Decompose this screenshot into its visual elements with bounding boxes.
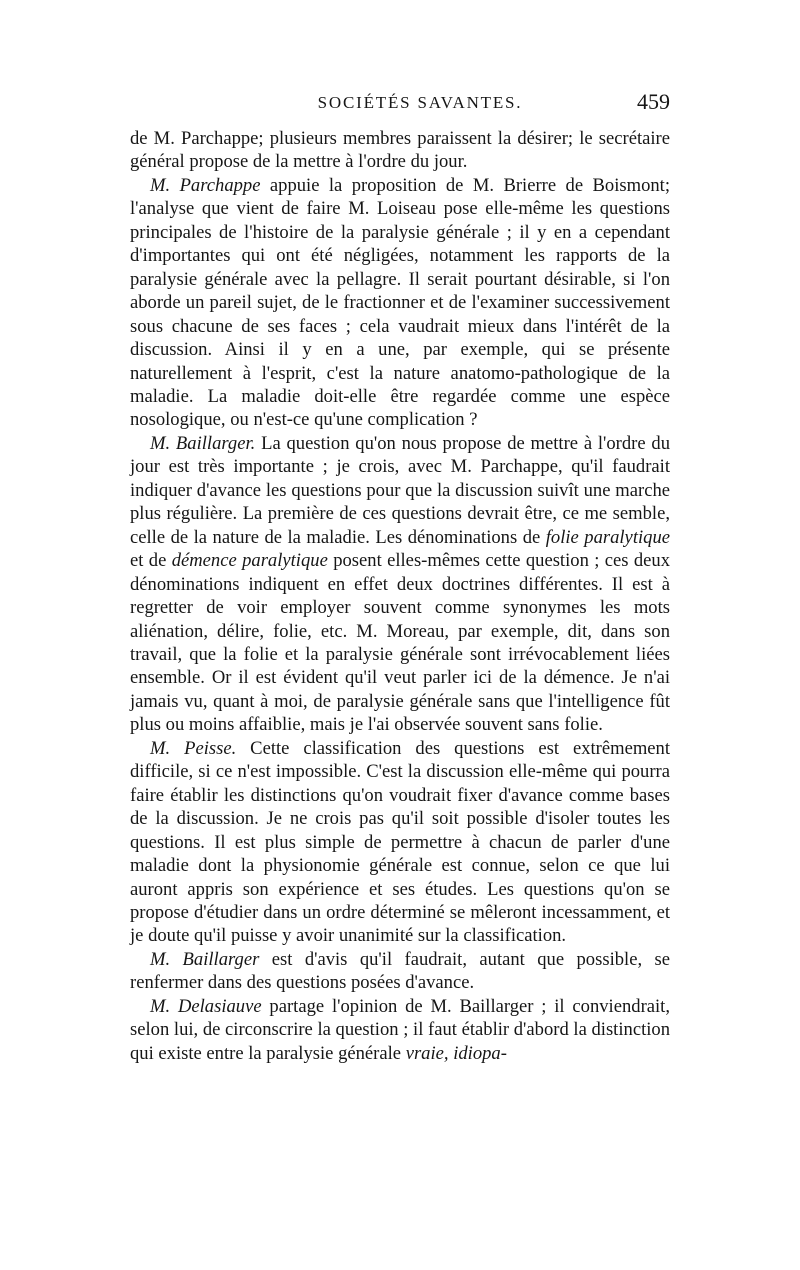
paragraph-text: partage l'opinion de M. Baillarger ; il conviendrait, selon lui, de circonscrire la question ; il faut établir d'abord la distinction qui existe entre la paralysie générale	[130, 995, 670, 1064]
paragraph-text: posent elles-mêmes cette question ; ces deux dénominations indiquent en effet deux doctrines différentes. Il est à regretter de voir employer souvent comme synonymes les mots aliénation, délire, folie, etc. M. Moreau, par exemple, dit, dans son travail, que la folie et la paralysie générale sont irrévocablement liées ensemble. Or il est évident qu'il veut parler ici de la démence. Je n'ai jamais vu, quant à moi, de paralysie générale sans que l'intelligence fût plus ou moins affaiblie, mais je l'ai observée souvent sans folie.	[130, 550, 671, 736]
paragraph-text: et de	[130, 550, 172, 572]
page-header	[130, 89, 670, 123]
speaker-name: M. Baillarger.	[150, 432, 256, 454]
paragraph-baillarger	[130, 432, 670, 737]
paragraph-delasiauve	[130, 995, 670, 1065]
speaker-name: M. Delasiauve	[150, 995, 262, 1017]
italic-term: folie paralytique	[545, 526, 670, 548]
paragraph-continuation	[130, 127, 670, 174]
italic-term: démence paralytique	[171, 550, 328, 572]
paragraph-text: est d'avis qu'il faudrait, autant que possible, se renfermer dans des questions posées d'avance.	[130, 948, 670, 994]
speaker-name: M. Baillarger	[150, 948, 260, 970]
paragraph-text: de M. Parchappe; plusieurs membres paraissent la désirer; le secrétaire général propose de la mettre à l'ordre du jour.	[130, 128, 670, 173]
speaker-name: M. Parchappe	[150, 174, 261, 196]
body-text	[130, 127, 670, 1065]
paragraph-text: La question qu'on nous propose de mettre à l'ordre du jour est très importante ; je crois, avec M. Parchappe, qu'il faudrait indiquer d'avance les questions pour que la discussion suivît une marche plus régulière. La première de ces questions devrait être, ce me semble, celle de la nature de la maladie. Les dénominations de	[130, 432, 670, 548]
paragraph-text: appuie la proposition de M. Brierre de Boismont; l'analyse que vient de faire M. Loiseau pose elle-même les questions principales de l'histoire de la paralysie générale ; il y en a cependant d'importantes qui ont été négligées, notamment les rapports de la paralysie générale avec la pellagre. Il serait pourtant désirable, si l'on aborde un pareil sujet, de le fractionner et de l'examiner successivement sous chacune de ses faces ; cela vaudrait mieux dans l'intérêt de la discussion. Ainsi il y en a une, par exemple, qui se présente naturellement à l'esprit, c'est la nature anatomo-pathologique de la maladie. La maladie doit-elle être regardée comme une espèce nosologique, ou n'est-ce qu'une complication ?	[130, 174, 670, 431]
paragraph-baillarger-2	[130, 948, 670, 995]
paragraph-parchappe	[130, 174, 670, 432]
running-title: SOCIÉTÉS SAVANTES.	[317, 93, 523, 112]
paragraph-peisse	[130, 737, 670, 948]
italic-term: vraie, idiopa-	[405, 1042, 507, 1064]
paragraph-text: Cette classification des questions est extrêmement difficile, si ce n'est impossible. C'est la discussion elle-même qui pourra faire établir les distinctions qu'on voudrait fixer d'avance comme bases de la discussion. Je ne crois pas qu'il soit possible d'isoler toutes les questions. Il est plus simple de permettre à chacun de parler d'une maladie dont la physionomie générale est connue, selon ce que lui auront appris son expérience et ses études. Les questions qu'on se propose d'étudier dans un ordre déterminé se mêleront incessamment, et je doute qu'il puisse y avoir unanimité sur la classification.	[130, 737, 670, 947]
speaker-name: M. Peisse.	[150, 737, 237, 759]
page-number: 459	[637, 89, 670, 114]
